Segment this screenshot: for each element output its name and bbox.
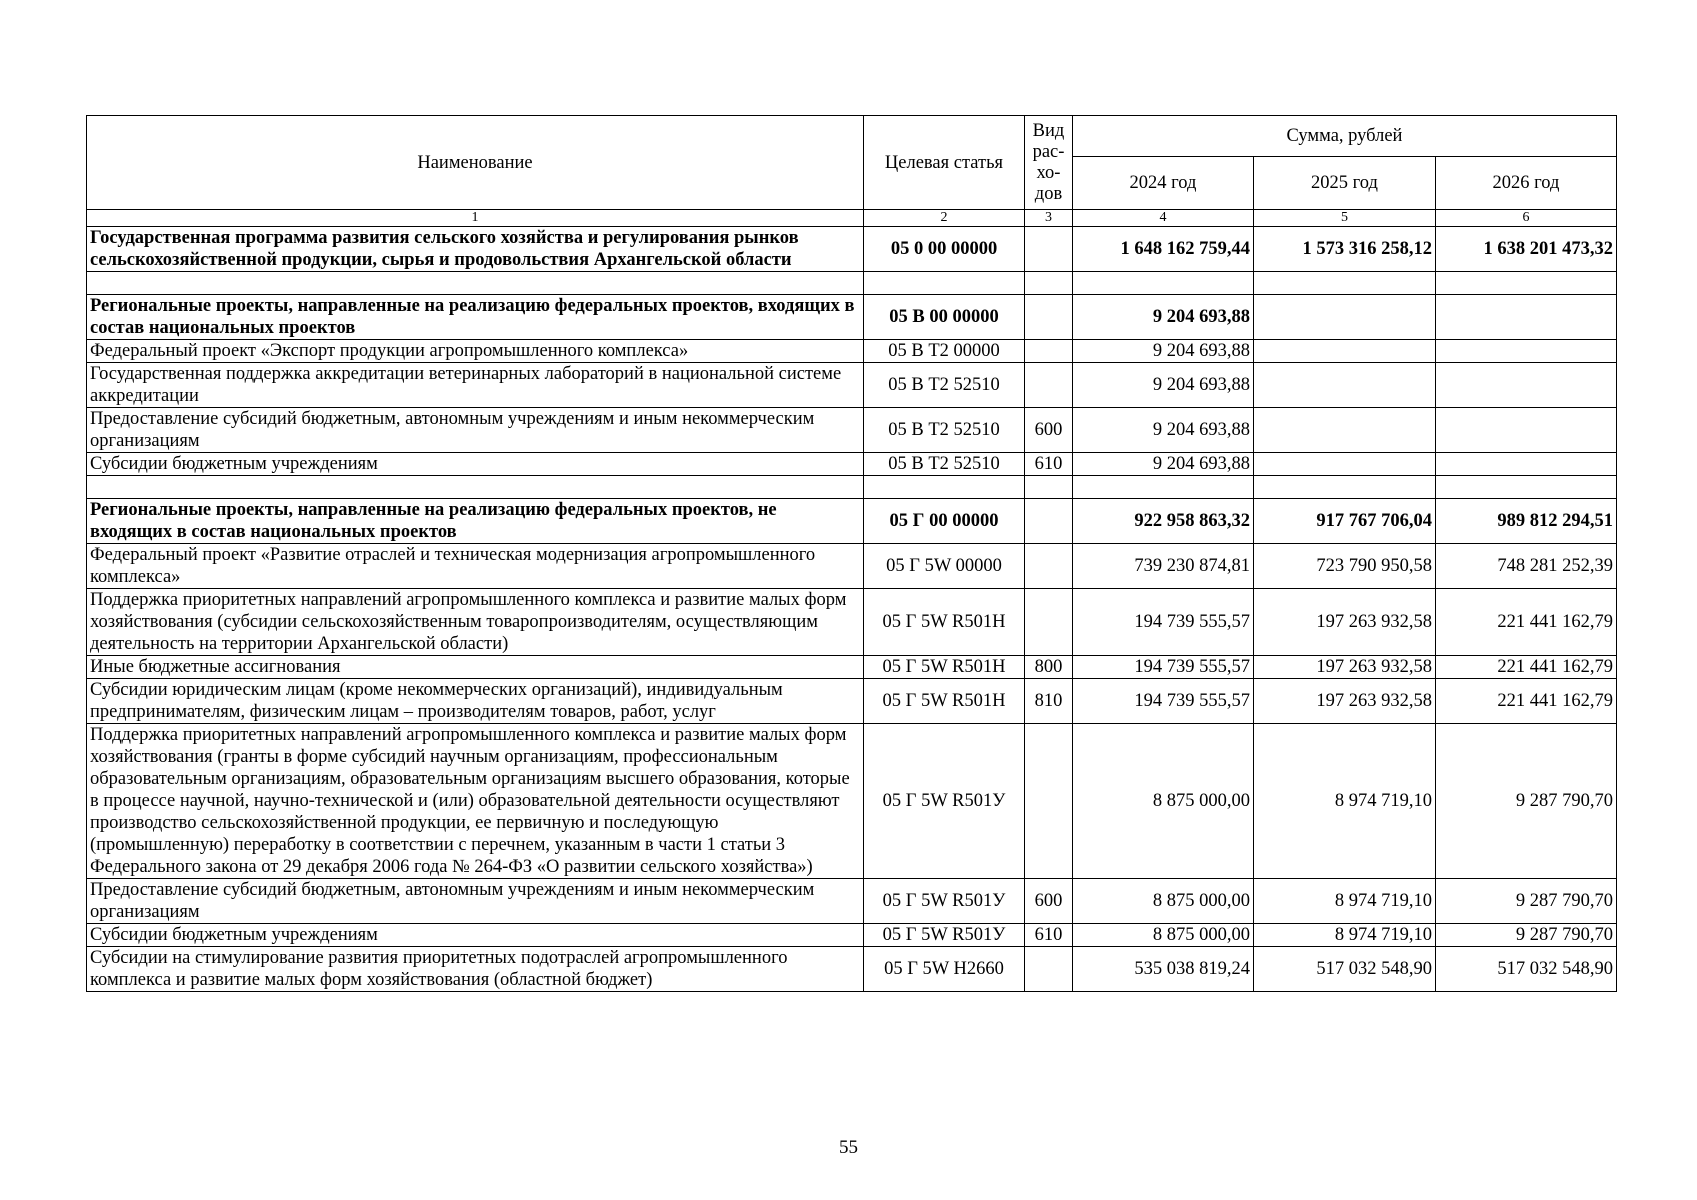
row-amount-2024: 8 875 000,00	[1073, 879, 1254, 924]
header-year-2025: 2025 год	[1254, 157, 1436, 210]
table-row	[87, 408, 1617, 453]
row-code: 05 Г 5W R501У	[864, 924, 1025, 947]
column-number: 5	[1254, 210, 1436, 227]
page-number: 55	[839, 1137, 858, 1158]
header-year-2026: 2026 год	[1436, 157, 1617, 210]
row-name: Предоставление субсидий бюджетным, автономным учреждениям и иным некоммерческим организациям	[87, 879, 864, 924]
row-amount-2024: 9 204 693,88	[1073, 453, 1254, 476]
table-row-empty	[87, 272, 1617, 295]
row-code: 05 Г 5W 00000	[864, 544, 1025, 589]
table-row	[87, 499, 1617, 544]
row-expense-type	[1025, 363, 1073, 408]
row-name: Региональные проекты, направленные на реализацию федеральных проектов, не входящих в состав национальных проектов	[87, 499, 864, 544]
row-expense-type: 600	[1025, 879, 1073, 924]
header-expense-type: Вид рас-хо-дов	[1025, 116, 1073, 210]
table-row	[87, 363, 1617, 408]
row-expense-type: 810	[1025, 679, 1073, 724]
row-amount-2026	[1436, 453, 1617, 476]
row-code	[864, 476, 1025, 499]
budget-table	[86, 115, 1617, 992]
row-amount-2024: 535 038 819,24	[1073, 947, 1254, 992]
row-expense-type	[1025, 724, 1073, 879]
row-amount-2024: 9 204 693,88	[1073, 295, 1254, 340]
row-amount-2024	[1073, 272, 1254, 295]
row-amount-2025: 197 263 932,58	[1254, 589, 1436, 656]
row-amount-2024: 194 739 555,57	[1073, 589, 1254, 656]
row-code: 05 Г 5W Н2660	[864, 947, 1025, 992]
column-number: 3	[1025, 210, 1073, 227]
table-row	[87, 947, 1617, 992]
column-number: 1	[87, 210, 864, 227]
row-expense-type	[1025, 340, 1073, 363]
row-amount-2026: 1 638 201 473,32	[1436, 227, 1617, 272]
row-amount-2026: 221 441 162,79	[1436, 589, 1617, 656]
row-amount-2024: 8 875 000,00	[1073, 924, 1254, 947]
header-year-2024: 2024 год	[1073, 157, 1254, 210]
row-amount-2026	[1436, 476, 1617, 499]
row-amount-2025: 8 974 719,10	[1254, 724, 1436, 879]
row-amount-2025	[1254, 295, 1436, 340]
table-row	[87, 453, 1617, 476]
row-amount-2026: 221 441 162,79	[1436, 679, 1617, 724]
row-expense-type	[1025, 476, 1073, 499]
row-name: Региональные проекты, направленные на реализацию федеральных проектов, входящих в состав национальных проектов	[87, 295, 864, 340]
row-amount-2026	[1436, 272, 1617, 295]
table-row	[87, 340, 1617, 363]
table-row	[87, 879, 1617, 924]
row-name: Субсидии бюджетным учреждениям	[87, 924, 864, 947]
row-amount-2026	[1436, 363, 1617, 408]
row-amount-2025: 917 767 706,04	[1254, 499, 1436, 544]
row-amount-2025: 1 573 316 258,12	[1254, 227, 1436, 272]
row-expense-type: 600	[1025, 408, 1073, 453]
row-code	[864, 272, 1025, 295]
row-amount-2024: 922 958 863,32	[1073, 499, 1254, 544]
table-row	[87, 724, 1617, 879]
row-amount-2025: 8 974 719,10	[1254, 879, 1436, 924]
row-name: Субсидии юридическим лицам (кроме некоммерческих организаций), индивидуальным предпринимателям, физическим лицам – производителям товаров, работ, услуг	[87, 679, 864, 724]
row-amount-2025	[1254, 453, 1436, 476]
row-expense-type	[1025, 272, 1073, 295]
row-name: Федеральный проект «Экспорт продукции агропромышленного комплекса»	[87, 340, 864, 363]
row-amount-2024: 9 204 693,88	[1073, 408, 1254, 453]
row-expense-type: 800	[1025, 656, 1073, 679]
row-code: 05 В Т2 00000	[864, 340, 1025, 363]
row-name: Поддержка приоритетных направлений агропромышленного комплекса и развитие малых форм хозяйствования (субсидии сельскохозяйственным товаропроизводителям, осуществляющим деятельность на территории Архангельской области)	[87, 589, 864, 656]
row-amount-2026: 9 287 790,70	[1436, 724, 1617, 879]
row-expense-type	[1025, 589, 1073, 656]
row-amount-2026: 9 287 790,70	[1436, 879, 1617, 924]
row-name: Субсидии бюджетным учреждениям	[87, 453, 864, 476]
row-amount-2026	[1436, 340, 1617, 363]
row-amount-2026: 221 441 162,79	[1436, 656, 1617, 679]
row-code: 05 Г 5W R501Н	[864, 589, 1025, 656]
row-amount-2024: 739 230 874,81	[1073, 544, 1254, 589]
row-amount-2025: 517 032 548,90	[1254, 947, 1436, 992]
row-name: Государственная программа развития сельского хозяйства и регулирования рынков сельскохозяйственной продукции, сырья и продовольствия Архангельской области	[87, 227, 864, 272]
column-number: 2	[864, 210, 1025, 227]
column-number: 4	[1073, 210, 1254, 227]
table-row	[87, 227, 1617, 272]
row-code: 05 В 00 00000	[864, 295, 1025, 340]
header-sum: Сумма, рублей	[1073, 116, 1617, 157]
row-name	[87, 476, 864, 499]
row-expense-type: 610	[1025, 924, 1073, 947]
row-amount-2026: 748 281 252,39	[1436, 544, 1617, 589]
row-amount-2025: 197 263 932,58	[1254, 679, 1436, 724]
row-amount-2025	[1254, 476, 1436, 499]
row-code: 05 В Т2 52510	[864, 363, 1025, 408]
row-expense-type: 610	[1025, 453, 1073, 476]
row-code: 05 В Т2 52510	[864, 408, 1025, 453]
table-row	[87, 679, 1617, 724]
row-amount-2024: 1 648 162 759,44	[1073, 227, 1254, 272]
row-name: Иные бюджетные ассигнования	[87, 656, 864, 679]
row-amount-2024	[1073, 476, 1254, 499]
row-amount-2025: 197 263 932,58	[1254, 656, 1436, 679]
row-code: 05 Г 5W R501Н	[864, 656, 1025, 679]
header-name: Наименование	[87, 116, 864, 210]
row-code: 05 0 00 00000	[864, 227, 1025, 272]
header-target-article: Целевая статья	[864, 116, 1025, 210]
table-row	[87, 656, 1617, 679]
row-name: Предоставление субсидий бюджетным, автономным учреждениям и иным некоммерческим организациям	[87, 408, 864, 453]
row-amount-2025: 8 974 719,10	[1254, 924, 1436, 947]
row-code: 05 Г 5W R501У	[864, 879, 1025, 924]
row-amount-2026: 989 812 294,51	[1436, 499, 1617, 544]
row-code: 05 В Т2 52510	[864, 453, 1025, 476]
row-amount-2025	[1254, 340, 1436, 363]
row-amount-2026: 9 287 790,70	[1436, 924, 1617, 947]
table-row	[87, 295, 1617, 340]
row-amount-2024: 194 739 555,57	[1073, 656, 1254, 679]
row-name: Государственная поддержка аккредитации ветеринарных лабораторий в национальной системе аккредитации	[87, 363, 864, 408]
row-expense-type	[1025, 544, 1073, 589]
row-expense-type	[1025, 295, 1073, 340]
row-code: 05 Г 5W R501У	[864, 724, 1025, 879]
column-number-row	[87, 210, 1617, 227]
row-name: Субсидии на стимулирование развития приоритетных подотраслей агропромышленного комплекса и развитие малых форм хозяйствования (областной бюджет)	[87, 947, 864, 992]
row-name: Федеральный проект «Развитие отраслей и техническая модернизация агропромышленного комплекса»	[87, 544, 864, 589]
table-row	[87, 589, 1617, 656]
row-name	[87, 272, 864, 295]
row-amount-2026	[1436, 295, 1617, 340]
row-expense-type	[1025, 227, 1073, 272]
row-amount-2024: 9 204 693,88	[1073, 363, 1254, 408]
row-amount-2024: 194 739 555,57	[1073, 679, 1254, 724]
row-amount-2025	[1254, 363, 1436, 408]
table-row-empty	[87, 476, 1617, 499]
row-amount-2025	[1254, 408, 1436, 453]
column-number: 6	[1436, 210, 1617, 227]
row-expense-type	[1025, 499, 1073, 544]
table-row	[87, 924, 1617, 947]
row-amount-2025	[1254, 272, 1436, 295]
row-amount-2024: 8 875 000,00	[1073, 724, 1254, 879]
row-amount-2026: 517 032 548,90	[1436, 947, 1617, 992]
row-amount-2024: 9 204 693,88	[1073, 340, 1254, 363]
row-amount-2026	[1436, 408, 1617, 453]
row-expense-type	[1025, 947, 1073, 992]
table-row	[87, 544, 1617, 589]
row-amount-2025: 723 790 950,58	[1254, 544, 1436, 589]
row-code: 05 Г 00 00000	[864, 499, 1025, 544]
row-code: 05 Г 5W R501Н	[864, 679, 1025, 724]
row-name: Поддержка приоритетных направлений агропромышленного комплекса и развитие малых форм хозяйствования (гранты в форме субсидий научным организациям, профессиональным образовательным организациям, образовательным организациям высшего образования, которые в процессе научной, научно-технической и (или) образовательной деятельности осуществляют производство сельскохозяйственной продукции, ее первичную и последующую (промышленную) переработку в соответствии с перечнем, указанным в части 1 статьи 3 Федерального закона от 29 декабря 2006 года № 264-ФЗ «О развитии сельского хозяйства»)	[87, 724, 864, 879]
